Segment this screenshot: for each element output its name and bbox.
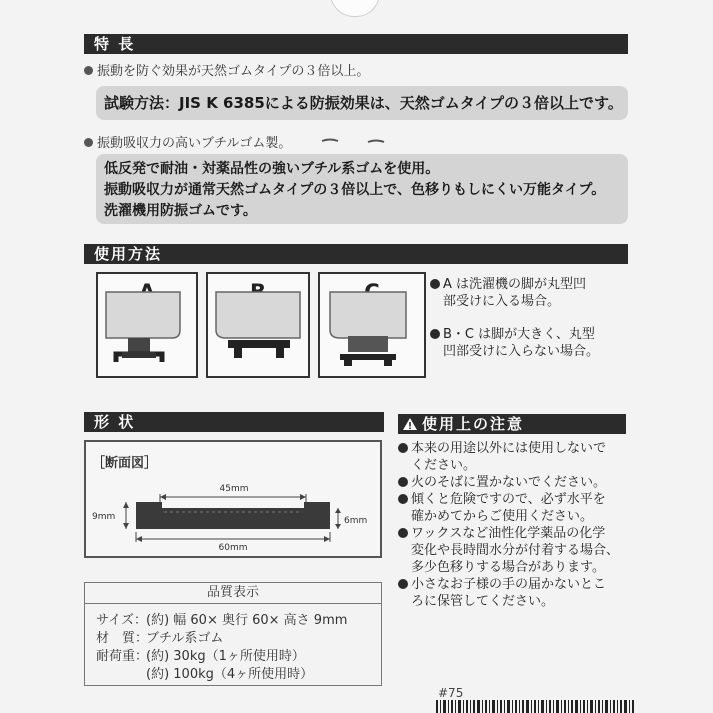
feature-bullet-2 bbox=[84, 132, 291, 151]
usage-panel-c bbox=[318, 272, 426, 378]
dim-45-label: 45mm bbox=[219, 484, 249, 494]
caution-header bbox=[398, 414, 626, 434]
feature-description-line-2: 振動吸収力が通常天然ゴムタイプの３倍以上で、色移りもしにくい万能タイプ。 bbox=[104, 182, 606, 198]
caution-item-2 bbox=[398, 474, 606, 491]
usage-header bbox=[84, 244, 628, 264]
bullet-dot-icon bbox=[430, 329, 440, 339]
caution-item-5-line-1: 小さなお子様の手の届かないとこ bbox=[411, 577, 607, 592]
usage-panel-b bbox=[206, 272, 310, 378]
caution-item-5 bbox=[398, 576, 606, 610]
decorative-dash-marks bbox=[320, 134, 390, 148]
caution-item-1 bbox=[398, 440, 606, 474]
usage-note-bc-line-2: 凹部受けに入らない場合。 bbox=[443, 344, 600, 359]
bullet-dot-icon bbox=[430, 279, 440, 289]
bullet-dot-icon bbox=[84, 66, 93, 75]
caution-item-4 bbox=[398, 525, 619, 576]
quality-row-material bbox=[96, 627, 223, 646]
caution-item-4-line-3: 多少色移りする場合があります。 bbox=[411, 560, 605, 575]
caution-item-5-line-2: ろに保管してください。 bbox=[411, 594, 555, 609]
quality-row-load-key: 耐荷重： bbox=[96, 649, 149, 664]
dim-6-label: 6mm bbox=[344, 516, 368, 526]
bullet-dot-icon bbox=[398, 579, 408, 589]
quality-display-title-text: 品質表示 bbox=[206, 585, 259, 600]
quality-row-load bbox=[96, 645, 305, 664]
usage-note-a bbox=[430, 276, 586, 310]
cross-section-panel bbox=[84, 440, 382, 558]
panel-b-illustration bbox=[208, 274, 308, 376]
dim-9-label: 9mm bbox=[92, 512, 116, 522]
quality-row-size-key: サイズ： bbox=[96, 613, 147, 628]
usage-note-a-line-1: A は洗濯機の脚が丸型凹 bbox=[443, 277, 587, 292]
caution-header-label: 使用上の注意 bbox=[422, 415, 525, 433]
feature-bullet-1-text: 振動を防ぐ効果が天然ゴムタイプの３倍以上。 bbox=[97, 64, 370, 79]
feature-description-box bbox=[96, 154, 628, 224]
quality-row-load-value: (約) 30kg（1ヶ所使用時） bbox=[146, 649, 305, 664]
caution-item-3-line-2: 確かめてからご使用ください。 bbox=[411, 509, 594, 524]
quality-row-load-4 bbox=[96, 663, 313, 682]
quality-row-size-value: (約) 幅 60× 奥行 60× 高さ 9mm bbox=[146, 613, 348, 628]
cross-section-label: ［断面図］ bbox=[92, 456, 158, 471]
bullet-dot-icon bbox=[398, 494, 408, 504]
features-header bbox=[84, 34, 628, 54]
bullet-dot-icon bbox=[84, 138, 93, 147]
bullet-dot-icon bbox=[398, 477, 408, 487]
feature-bullet-2-text: 振動吸収力の高いブチルゴム製。 bbox=[97, 136, 292, 151]
test-method-box bbox=[96, 86, 628, 120]
panel-c-illustration bbox=[320, 274, 424, 376]
caution-item-1-line-2: ください。 bbox=[411, 458, 477, 473]
caution-item-4-line-2: 変化や長時間水分が付着する場合、 bbox=[411, 543, 620, 558]
usage-note-a-line-2: 部受けに入る場合。 bbox=[443, 294, 561, 309]
caution-item-3-line-1: 傾くと危険ですので、必ず水平を bbox=[411, 492, 606, 507]
cross-section-diagram bbox=[86, 442, 380, 556]
caution-item-1-line-1: 本来の用途以外には使用しないで bbox=[411, 441, 607, 456]
feature-description-line-3: 洗濯機用防振ゴムです。 bbox=[104, 203, 257, 219]
dim-60-label: 60mm bbox=[218, 543, 248, 553]
caution-item-2-line-1: 火のそばに置かないでください。 bbox=[411, 475, 607, 490]
quality-row-material-key: 材 質： bbox=[96, 631, 149, 646]
warning-triangle-icon bbox=[402, 417, 418, 431]
quality-row-material-value: ブチル系ゴム bbox=[146, 631, 224, 646]
quality-row-size bbox=[96, 609, 347, 628]
caution-item-4-line-1: ワックスなど油性化学薬品の化学 bbox=[411, 526, 606, 541]
hang-hole bbox=[330, 0, 380, 17]
usage-header-label: 使用方法 bbox=[94, 245, 163, 263]
usage-panel-a bbox=[96, 272, 198, 378]
test-method-text: 試験方法：JIS K 6385による防振効果は、天然ゴムタイプの３倍以上です。 bbox=[104, 94, 623, 112]
usage-note-bc-line-1: B・C は脚が大きく、丸型 bbox=[443, 327, 595, 342]
panel-a-illustration bbox=[98, 274, 196, 376]
shape-header-label: 形 状 bbox=[94, 413, 136, 431]
quality-display-title bbox=[84, 582, 382, 604]
quality-row-load-4-value: (約) 100kg（4ヶ所使用時） bbox=[146, 667, 314, 682]
shape-header bbox=[84, 412, 384, 432]
feature-bullet-1 bbox=[84, 60, 369, 79]
feature-description-line-1: 低反発で耐油・対薬品性の強いブチル系ゴムを使用。 bbox=[104, 161, 440, 177]
bullet-dot-icon bbox=[398, 443, 408, 453]
bullet-dot-icon bbox=[398, 528, 408, 538]
barcode-graphic bbox=[436, 700, 636, 713]
usage-note-bc bbox=[430, 326, 599, 360]
caution-item-3 bbox=[398, 491, 606, 525]
features-header-label: 特 長 bbox=[94, 35, 136, 53]
product-code: #75 bbox=[438, 686, 464, 700]
